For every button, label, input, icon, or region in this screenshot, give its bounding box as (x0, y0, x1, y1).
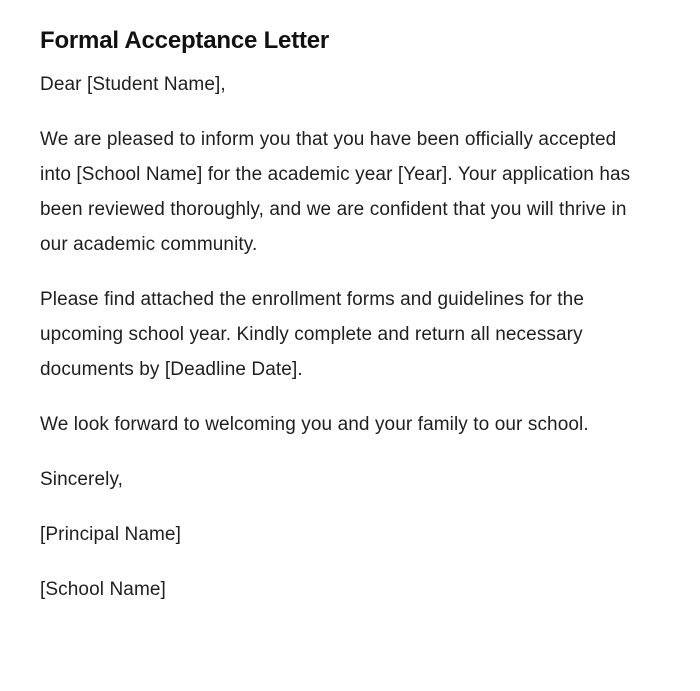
body-paragraph-welcome: We look forward to welcoming you and your family to our school. (40, 414, 589, 435)
salutation: Dear [Student Name], (40, 74, 226, 95)
signer-school: [School Name] (40, 579, 166, 600)
body-paragraph-enrollment: Please find attached the enrollment forms and guidelines for the upcoming school year. Kindly complete and return all necessary documents by [Deadline Date]. (40, 289, 585, 380)
signer-name: [Principal Name] (40, 524, 181, 545)
body-paragraph-acceptance: We are pleased to inform you that you have been officially accepted into [School Name] for the academic year [Year]. Your application has been reviewed thoroughly, and we are confident that you will thrive in our academic community. (40, 129, 631, 255)
closing: Sincerely, (40, 469, 124, 490)
letter-title: Formal Acceptance Letter (40, 27, 330, 54)
